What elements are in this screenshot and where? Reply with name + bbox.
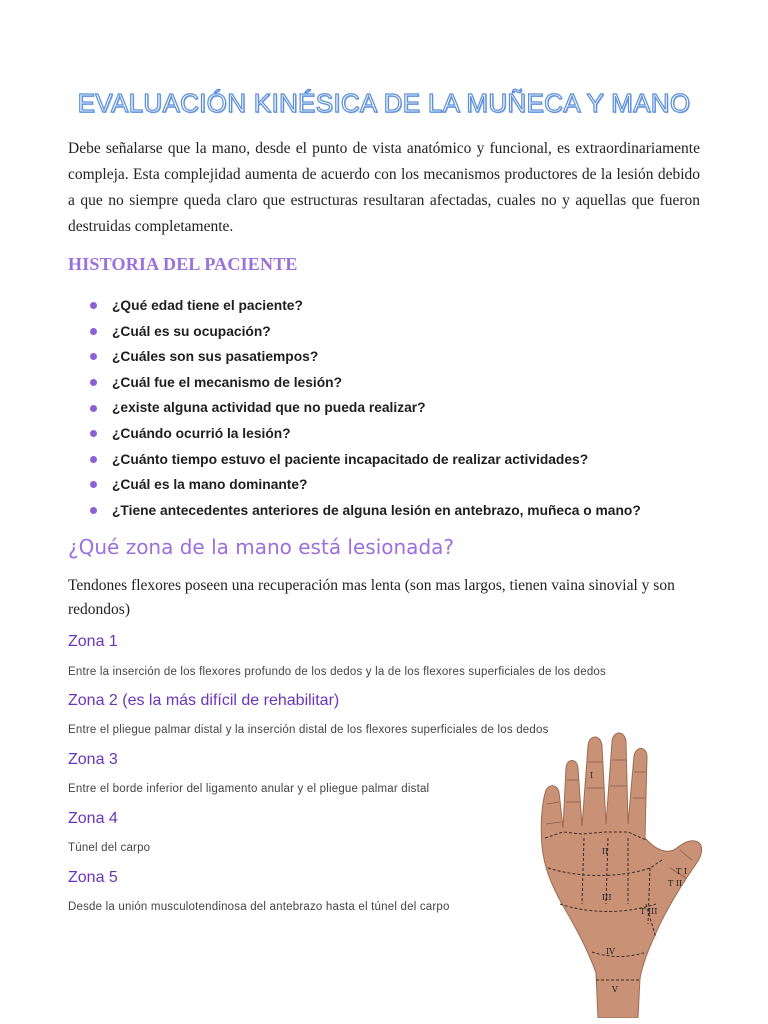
question-text: ¿Cuál es su ocupación? [112, 323, 271, 339]
list-item [90, 293, 641, 319]
bullet-icon [90, 456, 97, 463]
list-item [90, 447, 641, 473]
historia-heading: HISTORIA DEL PACIENTE [68, 254, 298, 274]
zone-5-desc: Desde la unión musculotendinosa del antebrazo hasta el túnel del carpo [68, 901, 450, 913]
list-item [90, 344, 641, 370]
list-item [90, 498, 641, 524]
list-item [90, 472, 641, 498]
question-list [90, 293, 641, 523]
tendones-paragraph: Tendones flexores poseen una recuperación mas lenta (son mas largos, tienen vaina sinovial y son redondos) [68, 577, 675, 618]
zone-label-t3: T III [640, 907, 658, 916]
zone-2-title: Zona 2 (es la más difícil de rehabilitar) [68, 692, 340, 709]
zone-3-title: Zona 3 [68, 751, 118, 768]
zone-3-desc: Entre el borde inferior del ligamento anular y el pliegue palmar distal [68, 783, 430, 795]
bullet-icon [90, 302, 97, 309]
zone-1-desc: Entre la inserción de los flexores profundo de los dedos y la de los flexores superficiales de los dedos [68, 666, 606, 678]
list-item [90, 421, 641, 447]
bullet-icon [90, 405, 97, 412]
question-text: ¿Cuándo ocurrió la lesión? [112, 425, 291, 441]
bullet-icon [90, 328, 97, 335]
bullet-icon [90, 430, 97, 437]
question-text: ¿Cuánto tiempo estuvo el paciente incapacitado de realizar actividades? [112, 451, 589, 467]
zone-label-t2: T II [668, 879, 683, 888]
question-text: ¿Cuál fue el mecanismo de lesión? [112, 374, 343, 390]
zona-heading: ¿Qué zona de la mano está lesionada? [68, 535, 455, 559]
zone-label-i: I [590, 771, 594, 780]
question-text: ¿Qué edad tiene el paciente? [112, 298, 303, 313]
question-text: ¿Tiene antecedentes anteriores de alguna lesión en antebrazo, muñeca o mano? [112, 502, 641, 518]
zone-label-iv: IV [606, 947, 615, 956]
zone-4-desc: Túnel del carpo [68, 842, 151, 854]
bullet-icon [90, 379, 97, 386]
list-item [90, 370, 641, 396]
intro-paragraph: Debe señalarse que la mano, desde el punto de vista anatómico y funcional, es extraordinariamente compleja. Esta complejidad aumenta de acuerdo con los mecanismos productores de la lesión debido a que no siempre queda claro que estructuras resultaran afectadas, cuales no y aquellas que fueron destruidas completamente. [68, 140, 700, 235]
hand-zones-illustration [530, 728, 730, 1018]
question-text: ¿existe alguna actividad que no pueda realizar? [112, 400, 426, 416]
zone-4-title: Zona 4 [68, 810, 118, 827]
zone-1-title: Zona 1 [68, 633, 118, 650]
zone-5-title: Zona 5 [68, 869, 118, 886]
bullet-icon [90, 481, 97, 488]
zone-label-t1: T I [676, 867, 688, 876]
question-text: ¿Cuáles son sus pasatiempos? [112, 349, 319, 365]
bullet-icon [90, 507, 97, 514]
zone-label-v: V [612, 985, 618, 994]
zone-label-ii: II [602, 847, 609, 856]
zone-label-iii: III [602, 893, 612, 902]
list-item [90, 395, 641, 421]
hand-icon [530, 728, 730, 1018]
bullet-icon [90, 353, 97, 360]
zone-2-desc: Entre el pliegue palmar distal y la inserción distal de los flexores superficiales de los dedos [68, 724, 549, 736]
list-item [90, 319, 641, 345]
page-title: EVALUACIÓN KINÉSICA DE LA MUÑECA Y MANO [77, 88, 691, 118]
question-text: ¿Cuál es la mano dominante? [112, 477, 308, 493]
